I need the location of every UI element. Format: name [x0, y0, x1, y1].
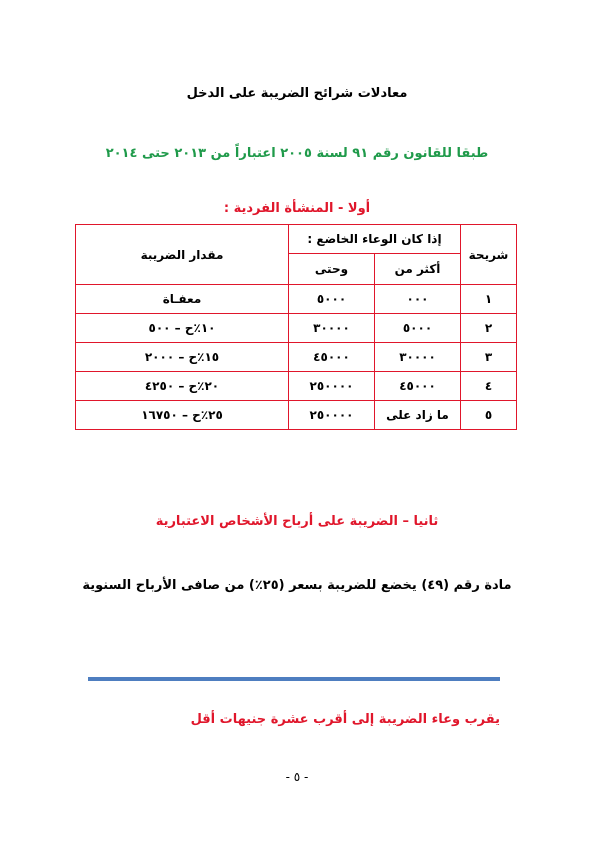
law-subtitle: طبقا للقانون رقم ٩١ لسنة ٢٠٠٥ اعتباراً من ٢٠١٣ حتى ٢٠١٤ — [105, 146, 489, 161]
header-tax-amount: مقدار الضريبة — [76, 225, 289, 285]
table-header-row — [76, 225, 517, 254]
table-row — [76, 343, 517, 372]
cell-to: ٣٠٠٠٠ — [288, 314, 374, 343]
cell-amount: ١٥٪ح – ٢٠٠٠ — [76, 343, 289, 372]
cell-from: ٤٥٠٠٠ — [375, 372, 461, 401]
cell-band: ٤ — [461, 372, 517, 401]
header-band: شريحة — [461, 225, 517, 285]
cell-to: ٥٠٠٠ — [288, 285, 374, 314]
cell-band: ٢ — [461, 314, 517, 343]
cell-from: ٥٠٠٠ — [375, 314, 461, 343]
cell-amount: ٢٥٪ح – ١٦٧٥٠ — [76, 401, 289, 430]
page-title: معادلات شرائح الضريبة على الدخل — [186, 86, 408, 101]
article-49-text: مادة رقم (٤٩) يخضع للضريبة بسعر (٢٥٪) من صافى الأرباح السنوية — [82, 578, 512, 593]
cell-amount: معفـاة — [76, 285, 289, 314]
table-row — [76, 314, 517, 343]
table-row — [76, 372, 517, 401]
cell-to: ٢٥٠٠٠٠ — [288, 372, 374, 401]
section-heading-corporate: ثانيا – الضريبة على أرباح الأشخاص الاعتبارية — [155, 514, 439, 529]
cell-amount: ٢٠٪ح – ٤٢٥٠ — [76, 372, 289, 401]
section-heading-individual: أولا - المنشأة الفردية : — [223, 201, 371, 216]
page-number: - ٥ - — [285, 770, 309, 784]
rounding-note: يقرب وعاء الضريبة إلى أقرب عشرة جنيهات أقل — [190, 712, 500, 727]
cell-to: ٢٥٠٠٠٠ — [288, 401, 374, 430]
cell-to: ٤٥٠٠٠ — [288, 343, 374, 372]
cell-band: ٣ — [461, 343, 517, 372]
header-up-to: وحتى — [288, 254, 374, 285]
header-more-than: أكثر من — [375, 254, 461, 285]
table-row — [76, 285, 517, 314]
table-row — [76, 401, 517, 430]
cell-from: ما زاد على — [375, 401, 461, 430]
cell-from: ٠٠٠ — [375, 285, 461, 314]
cell-amount: ١٠٪ح – ٥٠٠ — [76, 314, 289, 343]
tax-brackets-table — [75, 224, 517, 430]
cell-band: ٥ — [461, 401, 517, 430]
header-base-group: إذا كان الوعاء الخاضع : — [288, 225, 460, 254]
cell-band: ١ — [461, 285, 517, 314]
cell-from: ٣٠٠٠٠ — [375, 343, 461, 372]
section-divider — [88, 677, 500, 681]
